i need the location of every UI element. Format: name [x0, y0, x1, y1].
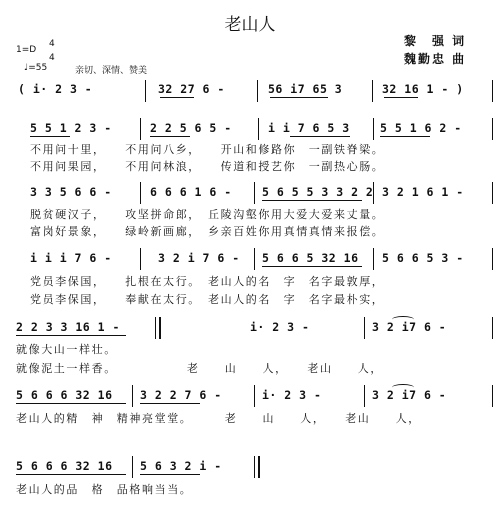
barline	[140, 182, 141, 204]
lyricist-credit: 黎 强 词	[404, 34, 467, 48]
lyric-line-3b: 富岗好景象， 绿岭新画廊， 乡亲百姓你用真情真情来报偿。	[30, 225, 385, 238]
barline	[492, 248, 493, 270]
barline	[373, 182, 374, 204]
lyric-line-4a: 党员李保国， 扎根在太行。 老山人的名 字 名字最敦厚，	[30, 275, 385, 288]
lyric-line-5a: 就像大山一样壮。	[16, 343, 117, 356]
key-signature: 1=D	[16, 45, 37, 55]
measure-5-2: i· 2 3 -	[250, 320, 310, 334]
measure-3-4: 3 2 1 6 1 -	[382, 185, 464, 199]
time-signature-top: 4	[49, 39, 55, 49]
beat-underline	[160, 97, 194, 98]
beat-underline	[380, 136, 430, 137]
beat-underline	[150, 136, 190, 137]
barline	[364, 385, 365, 407]
barline	[155, 317, 156, 339]
measure-5-3: 3 2 i7 6 -	[372, 320, 447, 334]
barline	[254, 248, 255, 270]
measure-2-1: 5 5 1 2 3 -	[30, 121, 112, 135]
barline	[492, 118, 493, 140]
lyric-line-4b: 党员李保国， 奉献在太行。 老山人的名 字 名字最朴实，	[30, 293, 385, 306]
beat-underline	[30, 136, 70, 137]
measure-5-1: 2 2 3 3 16 1 -	[16, 320, 120, 334]
barline	[145, 80, 146, 102]
measure-1-2: 32 27 6 -	[158, 82, 225, 96]
measure-7-2: 5 6 3 2 i -	[140, 459, 222, 473]
measure-7-1: 5 6 6 6 32 16	[16, 459, 113, 473]
beat-underline	[262, 200, 362, 201]
page-title: 老山人	[224, 15, 276, 35]
slur	[392, 316, 414, 323]
measure-6-4: 3 2 i7 6 -	[372, 388, 447, 402]
measure-3-2: 6 6 6 1 6 -	[150, 185, 232, 199]
barline	[364, 317, 365, 339]
section-barline	[159, 317, 161, 339]
barline	[254, 456, 255, 478]
barline	[492, 385, 493, 407]
measure-2-4: 5 5 1 6 2 -	[380, 121, 462, 135]
beat-underline	[140, 403, 200, 404]
time-signature-bottom: 4	[49, 53, 55, 63]
barline	[140, 118, 141, 140]
measure-4-2: 3 2 i 7 6 -	[158, 251, 240, 265]
beat-underline	[140, 474, 200, 475]
slur	[392, 384, 414, 391]
tempo-mark: ♩=55	[24, 63, 48, 73]
beat-underline	[270, 97, 328, 98]
barline	[257, 80, 258, 102]
beat-underline	[290, 136, 350, 137]
measure-4-1: i i i 7 6 -	[30, 251, 112, 265]
measure-3-1: 3 3 5 6 6 -	[30, 185, 112, 199]
barline	[372, 80, 373, 102]
beat-underline	[16, 474, 126, 475]
barline	[373, 118, 374, 140]
measure-2-3: i i 7 6 5 3	[268, 121, 350, 135]
barline	[373, 248, 374, 270]
beat-underline	[16, 403, 126, 404]
barline	[140, 248, 141, 270]
barline	[492, 80, 493, 102]
lyric-line-3a: 脱贫硬汉子， 攻坚拼命郎， 丘陵沟壑你用大爱大爱来丈量。	[30, 208, 385, 221]
measure-6-3: i· 2 3 -	[262, 388, 322, 402]
barline	[254, 182, 255, 204]
beat-underline	[16, 335, 126, 336]
measure-1-4: 32 16 1 - )	[382, 82, 464, 96]
lyric-line-5b: 就像泥土一样香。 老 山 人， 老山 人，	[16, 362, 383, 375]
measure-1-1: ( i· 2 3 -	[18, 82, 93, 96]
barline	[254, 385, 255, 407]
barline	[492, 317, 493, 339]
measure-1-3: 56 i7 65 3	[268, 82, 343, 96]
composer-credit: 魏勤忠 曲	[404, 52, 467, 66]
lyric-line-7: 老山人的品 格 品格响当当。	[16, 483, 193, 496]
lyric-line-2a: 不用问十里， 不用问八乡， 开山和修路你 一副铁脊梁。	[30, 143, 385, 156]
measure-4-3: 5 6 6 5 32 16	[262, 251, 359, 265]
lyric-line-6: 老山人的精 神 精神亮堂堂。 老 山 人， 老山 人，	[16, 412, 421, 425]
measure-3-3: 5 6 5 5 3 3 2 2	[262, 185, 374, 199]
measure-6-2: 3 2 2 7 6 -	[140, 388, 222, 402]
measure-2-2: 2 2 5 6 5 -	[150, 121, 232, 135]
final-barline	[258, 456, 260, 478]
beat-underline	[262, 266, 362, 267]
lyric-line-2b: 不用问果园， 不用问林浪， 传道和授艺你 一副热心肠。	[30, 160, 385, 173]
barline	[132, 456, 133, 478]
measure-6-1: 5 6 6 6 32 16	[16, 388, 113, 402]
beat-underline	[384, 97, 418, 98]
barline	[258, 118, 259, 140]
barline	[132, 385, 133, 407]
measure-4-4: 5 6 6 5 3 -	[382, 251, 464, 265]
barline	[492, 182, 493, 204]
expression-mark: 亲切、深情、赞美	[75, 66, 148, 76]
